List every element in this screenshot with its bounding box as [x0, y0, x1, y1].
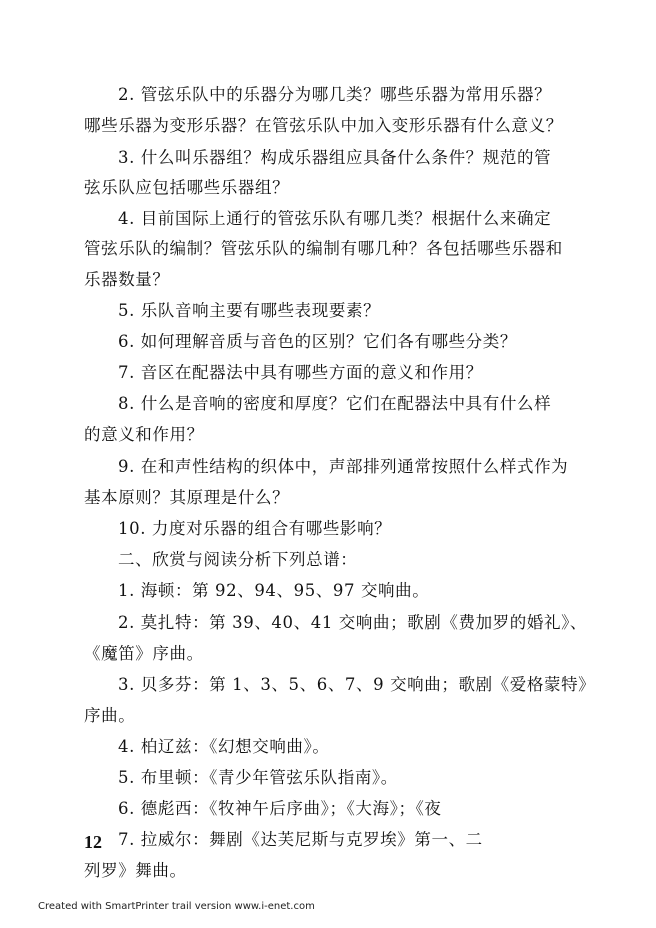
text-line-q4b: 管弦乐队的编制？管弦乐队的编制有哪几种？各包括哪些乐器和 [84, 239, 563, 258]
text-line-s5: 5. 布里顿：《青少年管弦乐队指南》。 [118, 768, 398, 787]
text-line-s1: 1. 海顿：第 92、94、95、97 交响曲。 [118, 581, 430, 600]
text-line-q5: 5. 乐队音响主要有哪些表现要素？ [118, 301, 381, 320]
text-line-s3a: 3. 贝多芬：第 1、3、5、6、7、9 交响曲；歌剧《爱格蒙特》 [118, 675, 596, 694]
text-line-q4c: 乐器数量？ [84, 270, 170, 289]
watermark-footer: Created with SmartPrinter trail version www.i-enet.com [38, 901, 315, 912]
text-line-q4a: 4. 目前国际上通行的管弦乐队有哪几类？根据什么来确定 [118, 209, 552, 228]
text-line-q8b: 的意义和作用？ [84, 425, 204, 444]
page-number: 12 [84, 832, 102, 852]
section-heading: 二、欣赏与阅读分析下列总谱： [118, 550, 358, 569]
text-line-q3a: 3. 什么叫乐器组？构成乐器组应具备什么条件？规范的管 [118, 148, 552, 167]
text-line-q6: 6. 如何理解音质与音色的区别？它们各有哪些分类？ [118, 332, 517, 351]
text-line-q8a: 8. 什么是音响的密度和厚度？它们在配器法中具有什么样 [118, 394, 552, 413]
text-line-q7: 7. 音区在配器法中具有哪些方面的意义和作用？ [118, 363, 483, 382]
text-line-s6: 6. 德彪西：《牧神午后序曲》；《大海》；《夜 [118, 799, 442, 818]
text-line-s2a: 2. 莫扎特：第 39、40、41 交响曲；歌剧《费加罗的婚礼》、 [118, 613, 588, 632]
text-line-s4: 4. 柏辽兹：《幻想交响曲》。 [118, 737, 330, 756]
text-line-q9a: 9. 在和声性结构的织体中，声部排列通常按照什么样式作为 [118, 457, 569, 476]
text-line-q10: 10. 力度对乐器的组合有哪些影响？ [118, 519, 392, 538]
text-line-q3b: 弦乐队应包括哪些乐器组？ [84, 178, 290, 197]
text-line-q9b: 基本原则？其原理是什么？ [84, 488, 290, 507]
text-line-q2a: 2. 管弦乐队中的乐器分为哪几类？哪些乐器为常用乐器？ [118, 85, 552, 104]
text-line-s3b: 序曲。 [84, 706, 136, 725]
text-line-q2b: 哪些乐器为变形乐器？在管弦乐队中加入变形乐器有什么意义？ [84, 116, 563, 135]
text-line-s7b: 列罗》舞曲。 [84, 861, 187, 880]
text-line-s7a: 7. 拉威尔：舞剧《达芙尼斯与克罗埃》第一、二 [118, 830, 483, 849]
text-line-s2b: 《魔笛》序曲。 [84, 644, 204, 663]
